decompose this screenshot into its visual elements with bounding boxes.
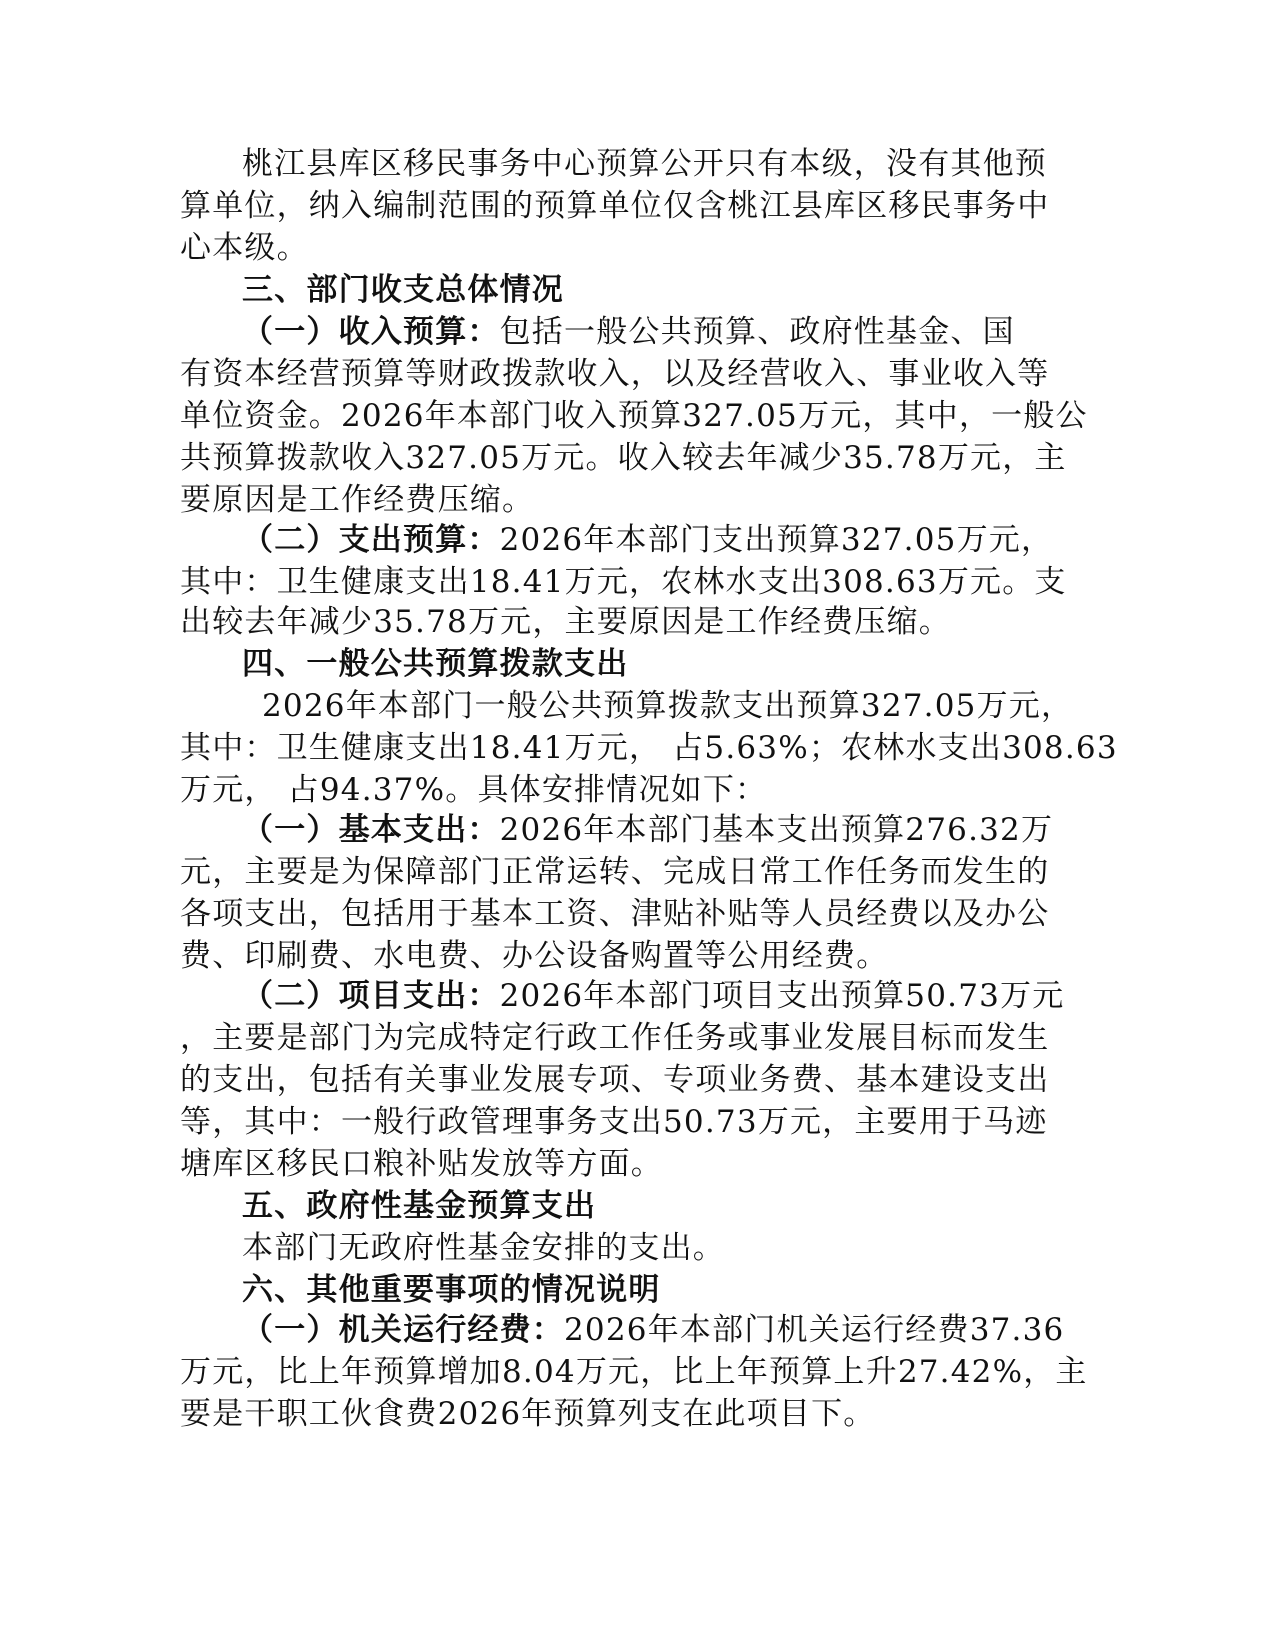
basic-label: （一）基本支出： bbox=[242, 812, 500, 848]
basic-line-2: 元，主要是为保障部门正常运转、完成日常工作任务而发生的 bbox=[180, 854, 1050, 890]
expense-line-1 bbox=[242, 522, 1053, 558]
operating-line-2: 万元，比上年预算增加8.04万元，比上年预算上升27.42%，主 bbox=[180, 1354, 1088, 1390]
section-6-heading: 六、其他重要事项的情况说明 bbox=[242, 1272, 661, 1308]
project-line-4: 等，其中：一般行政管理事务支出50.73万元，主要用于马迹 bbox=[180, 1104, 1048, 1140]
income-label: （一）收入预算： bbox=[242, 314, 500, 350]
project-line-2: ，主要是部门为完成特定行政工作任务或事业发展目标而发生 bbox=[180, 1020, 1050, 1056]
project-label: （二）项目支出： bbox=[242, 978, 500, 1014]
project-line-5: 塘库区移民口粮补贴发放等方面。 bbox=[180, 1146, 663, 1182]
operating-line-1 bbox=[242, 1312, 1064, 1348]
income-line-5: 要原因是工作经费压缩。 bbox=[180, 482, 535, 518]
income-line-3: 单位资金。2026年本部门收入预算327.05万元，其中，一般公 bbox=[180, 398, 1088, 434]
operating-line-1-text: 2026年本部门机关运行经费37.36 bbox=[564, 1312, 1065, 1348]
project-line-1-text: 2026年本部门项目支出预算50.73万元 bbox=[499, 978, 1065, 1014]
intro-line-2: 算单位，纳入编制范围的预算单位仅含桃江县库区移民事务中 bbox=[180, 188, 1050, 224]
income-line-1-text: 包括一般公共预算、政府性基金、国 bbox=[499, 314, 1015, 350]
basic-line-1 bbox=[242, 812, 1053, 848]
operating-label: （一）机关运行经费： bbox=[242, 1312, 564, 1348]
expense-line-2: 其中：卫生健康支出18.41万元，农林水支出308.63万元。支 bbox=[180, 564, 1067, 600]
project-line-1 bbox=[242, 978, 1064, 1014]
expense-line-3: 出较去年减少35.78万元，主要原因是工作经费压缩。 bbox=[180, 604, 951, 640]
intro-line-3: 心本级。 bbox=[180, 230, 309, 266]
general-line-1: 2026年本部门一般公共预算拨款支出预算327.05万元， bbox=[262, 688, 1074, 724]
income-line-1 bbox=[242, 314, 1015, 350]
general-line-2: 其中：卫生健康支出18.41万元， 占5.63%；农林水支出308.63 bbox=[180, 730, 1118, 766]
project-line-3: 的支出，包括有关事业发展专项、专项业务费、基本建设支出 bbox=[180, 1062, 1050, 1098]
section-4-heading: 四、一般公共预算拨款支出 bbox=[242, 646, 629, 682]
income-line-2: 有资本经营预算等财政拨款收入，以及经营收入、事业收入等 bbox=[180, 356, 1050, 392]
basic-line-3: 各项支出，包括用于基本工资、津贴补贴等人员经费以及办公 bbox=[180, 896, 1050, 932]
intro-line-1: 桃江县库区移民事务中心预算公开只有本级，没有其他预 bbox=[242, 146, 1047, 182]
basic-line-4: 费、印刷费、水电费、办公设备购置等公用经费。 bbox=[180, 938, 889, 974]
general-line-3: 万元， 占94.37%。具体安排情况如下： bbox=[180, 772, 768, 808]
section-5-heading: 五、政府性基金预算支出 bbox=[242, 1188, 597, 1224]
expense-label: （二）支出预算： bbox=[242, 522, 500, 558]
expense-line-1-text: 2026年本部门支出预算327.05万元， bbox=[499, 522, 1054, 558]
basic-line-1-text: 2026年本部门基本支出预算276.32万 bbox=[499, 812, 1054, 848]
operating-line-3: 要是干职工伙食费2026年预算列支在此项目下。 bbox=[180, 1396, 876, 1432]
section-3-heading: 三、部门收支总体情况 bbox=[242, 272, 564, 308]
fund-text: 本部门无政府性基金安排的支出。 bbox=[242, 1230, 725, 1266]
income-line-4: 共预算拨款收入327.05万元。收入较去年减少35.78万元，主 bbox=[180, 440, 1067, 476]
